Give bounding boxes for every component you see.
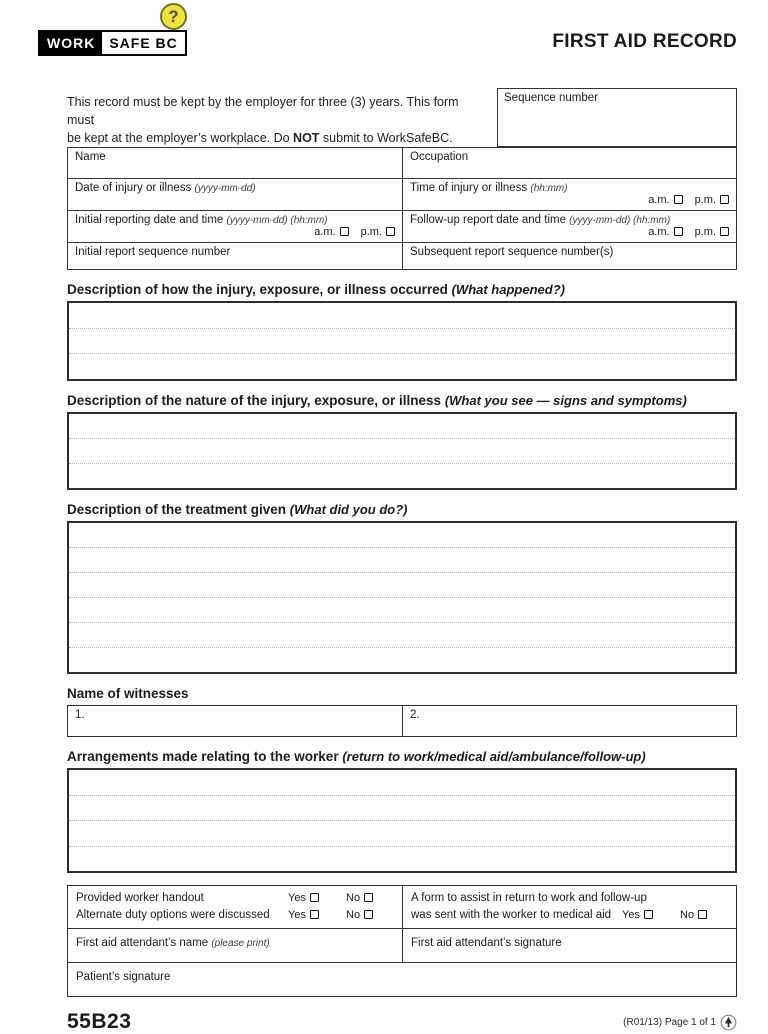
followup-report-pm-checkbox[interactable] <box>720 227 729 236</box>
table-row <box>68 211 736 243</box>
section-treatment-heading: Description of the treatment given (What did you do?) <box>67 502 408 517</box>
notice-line2-pre: be kept at the employer’s workplace. Do <box>67 131 294 145</box>
logo-work-text: WORK <box>40 32 102 54</box>
return-form-line1: A form to assist in return to work and follow-up <box>411 892 647 904</box>
arrangements-textarea[interactable] <box>67 768 737 873</box>
injury-time-pm-checkbox[interactable] <box>720 195 729 204</box>
witness-1-field[interactable]: 1. <box>75 709 85 721</box>
table-row <box>68 929 736 963</box>
revision-text: (R01/13) Page 1 of 1 <box>623 1016 716 1028</box>
table-row <box>68 148 736 179</box>
followup-report-am-checkbox[interactable] <box>674 227 683 236</box>
attendant-signature-field[interactable] <box>402 929 736 962</box>
table-row <box>68 886 736 929</box>
section-how-occurred <box>67 282 737 381</box>
subsequent-sequence-number-field[interactable] <box>402 243 736 269</box>
notice-line2-post: submit to WorkSafeBC. <box>319 131 453 145</box>
injury-date-format-hint: (yyyy-mm-dd) <box>194 183 256 194</box>
form-header <box>0 0 768 88</box>
write-line <box>69 821 735 847</box>
alternate-duty-question <box>76 907 394 924</box>
arrangements-heading: Arrangements made relating to the worker (return to work/medical aid/ambulance/follow-up) <box>67 749 646 764</box>
write-line <box>69 770 735 796</box>
initial-report-ampm <box>75 226 395 239</box>
initial-report-datetime-field[interactable] <box>68 211 402 242</box>
return-form-yes: Yes <box>622 907 680 924</box>
attendant-name-field[interactable] <box>68 929 402 962</box>
attendant-signature-label: First aid attendant’s signature <box>411 937 562 949</box>
intro-row <box>67 88 737 147</box>
injury-time-field[interactable] <box>402 179 736 210</box>
table-row <box>68 243 736 269</box>
attendant-name-hint: (please print) <box>211 938 270 949</box>
alternate-duty-no-checkbox[interactable] <box>364 910 373 919</box>
logo-safebc-text: SAFE BC <box>102 32 184 54</box>
initial-report-label: Initial reporting date and time (yyyy-mm-dd) (hh:mm) <box>75 214 328 226</box>
how-occurred-textarea[interactable] <box>67 301 737 381</box>
write-line <box>69 329 735 355</box>
patient-signature-label: Patient’s signature <box>76 971 171 983</box>
handout-no-checkbox[interactable] <box>364 893 373 902</box>
initial-report-format-hint: (yyyy-mm-dd) (hh:mm) <box>226 215 328 226</box>
return-form-no: No <box>680 907 728 924</box>
initial-report-pm-checkbox[interactable] <box>386 227 395 236</box>
initial-report-am-checkbox[interactable] <box>340 227 349 236</box>
injury-date-field[interactable] <box>68 179 402 210</box>
table-row <box>68 179 736 211</box>
handout-no: No <box>346 890 394 907</box>
witnesses-box <box>67 705 737 737</box>
write-line <box>69 439 735 464</box>
write-line <box>69 414 735 439</box>
pm-label: p.m. <box>694 194 716 206</box>
attendant-name-label: First aid attendant’s name (please print) <box>76 937 270 949</box>
subsequent-sequence-number-label: Subsequent report sequence number(s) <box>410 246 614 258</box>
followup-report-ampm <box>410 226 729 239</box>
occupation-field[interactable] <box>402 148 736 178</box>
name-label: Name <box>75 151 106 163</box>
write-line <box>69 464 735 488</box>
injury-date-label: Date of injury or illness (yyyy-mm-dd) <box>75 182 256 194</box>
section-nature-hint: (What you see — signs and symptoms) <box>444 393 687 408</box>
initial-sequence-number-label: Initial report sequence number <box>75 246 231 258</box>
revision-info <box>623 1014 737 1031</box>
alternate-duty-yes-checkbox[interactable] <box>310 910 319 919</box>
injury-time-format-hint: (hh:mm) <box>530 183 568 194</box>
initial-sequence-number-field[interactable] <box>68 243 402 269</box>
signoff-table <box>67 885 737 997</box>
form-footer <box>67 1010 737 1034</box>
handout-yes: Yes <box>288 890 346 907</box>
table-row <box>68 963 736 996</box>
write-line <box>69 648 735 672</box>
write-line <box>69 796 735 822</box>
write-line <box>69 523 735 548</box>
section-treatment <box>67 502 737 674</box>
arrangements-hint: (return to work/medical aid/ambulance/follow-up) <box>342 749 646 764</box>
notice-line1: This record must be kept by the employer for three (3) years. This form must <box>67 95 459 127</box>
nature-textarea[interactable] <box>67 412 737 490</box>
notice-not-emphasis: NOT <box>293 131 320 145</box>
witness-2-field[interactable]: 2. <box>402 706 736 736</box>
section-nature-heading: Description of the nature of the injury, exposure, or illness (What you see — signs and symptoms) <box>67 393 687 408</box>
section-arrangements <box>67 749 737 873</box>
section-how-hint: (What happened?) <box>451 282 565 297</box>
alternate-duty-no: No <box>346 907 394 924</box>
page-title: FIRST AID RECORD <box>552 31 737 52</box>
handout-yes-checkbox[interactable] <box>310 893 319 902</box>
return-form-no-checkbox[interactable] <box>698 910 707 919</box>
form-number: 55B23 <box>67 1010 132 1033</box>
return-form-yes-checkbox[interactable] <box>644 910 653 919</box>
pm-label: p.m. <box>360 226 382 238</box>
section-nature <box>67 393 737 490</box>
retention-notice <box>67 88 497 147</box>
handout-questions-cell <box>68 886 402 928</box>
am-label: a.m. <box>648 194 670 206</box>
section-how-heading: Description of how the injury, exposure, or illness occurred (What happened?) <box>67 282 565 297</box>
followup-report-datetime-field[interactable] <box>402 211 736 242</box>
write-line <box>69 623 735 648</box>
help-icon[interactable]: ? <box>160 3 187 30</box>
sequence-number-field[interactable] <box>497 88 737 147</box>
write-line <box>69 548 735 573</box>
form-content <box>67 88 737 1034</box>
alternate-duty-yes: Yes <box>288 907 346 924</box>
sequence-number-label: Sequence number <box>504 92 598 104</box>
injury-time-am-checkbox[interactable] <box>674 195 683 204</box>
patient-signature-field[interactable] <box>68 963 736 996</box>
injury-time-ampm <box>410 194 729 207</box>
handout-question <box>76 890 394 907</box>
am-label: a.m. <box>314 226 336 238</box>
write-line <box>69 598 735 623</box>
return-form-line2: was sent with the worker to medical aid Yes No <box>411 907 728 924</box>
occupation-label: Occupation <box>410 151 469 163</box>
write-line <box>69 573 735 598</box>
worksafebc-logo <box>38 30 187 56</box>
return-form-cell <box>402 886 736 928</box>
pm-label: p.m. <box>694 226 716 238</box>
followup-report-label: Follow-up report date and time (yyyy-mm-dd) (hh:mm) <box>410 214 671 226</box>
handout-label: Provided worker handout <box>76 892 204 904</box>
name-field[interactable] <box>68 148 402 178</box>
section-witnesses <box>67 686 737 737</box>
injury-time-label: Time of injury or illness (hh:mm) <box>410 182 568 194</box>
write-line <box>69 847 735 872</box>
write-line <box>69 303 735 329</box>
am-label: a.m. <box>648 226 670 238</box>
section-treatment-hint: (What did you do?) <box>289 502 408 517</box>
alternate-duty-label: Alternate duty options were discussed <box>76 909 270 921</box>
treatment-textarea[interactable] <box>67 521 737 674</box>
injury-info-table <box>67 147 737 270</box>
followup-report-format-hint: (yyyy-mm-dd) (hh:mm) <box>569 215 671 226</box>
write-line <box>69 354 735 379</box>
witnesses-heading: Name of witnesses <box>67 686 189 701</box>
recycled-paper-tree-icon <box>720 1014 737 1031</box>
